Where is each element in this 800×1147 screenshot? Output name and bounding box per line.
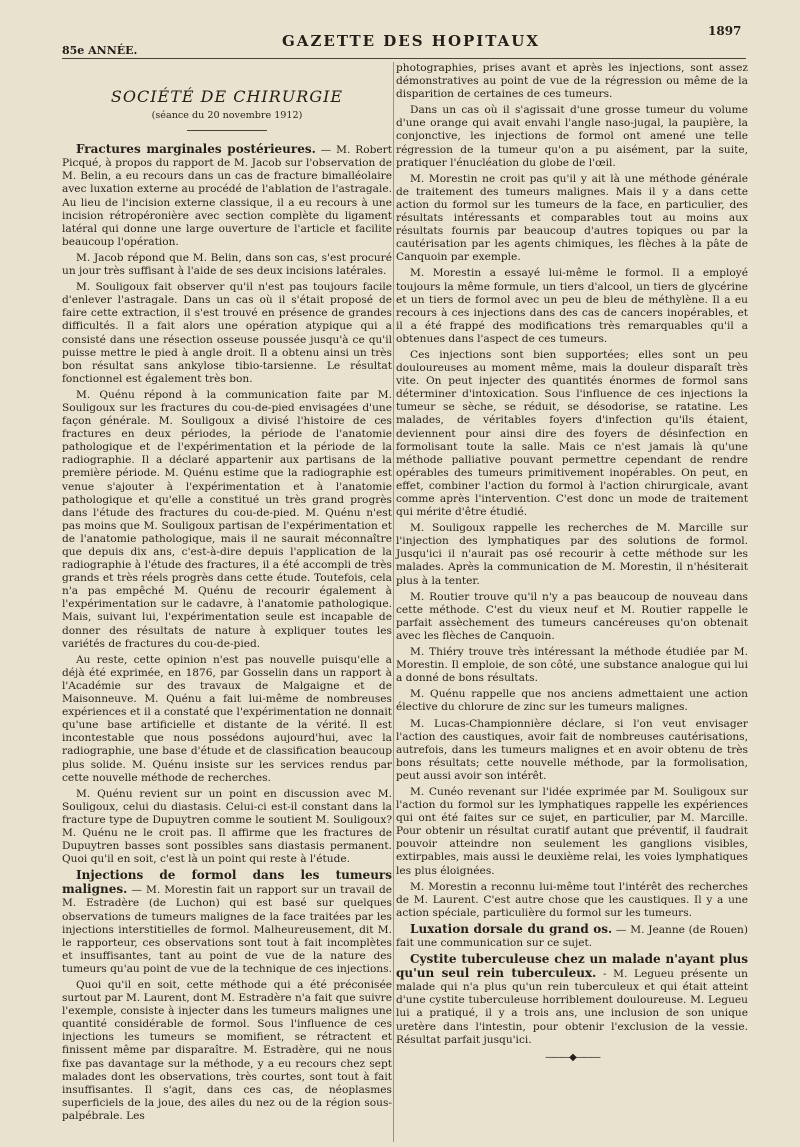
paragraph-text: — M. Robert Picqué, à propos du rapport de M. Jacob sur l'observation de M. Belin, a eu recours dans un cas de fracture bimalléolaire avec luxation externe au procédé de l'ablation de l'astragale. Au lieu de l'incision externe classique, il a eu recours à une incision rétropéronière avec section complète du ligament latéral qui donne une large ouverture de l'article et facilite beaucoup l'opération. xyxy=(62,144,392,248)
paragraph xyxy=(62,788,392,867)
article-heading: Luxation dorsale du grand os. xyxy=(410,921,613,936)
right-column xyxy=(396,62,748,1064)
article-heading: Cystite tuberculeuse chez un malade n'ayant plus qu'un seul rein tuberculeux. xyxy=(396,952,748,981)
paragraph xyxy=(62,869,392,976)
paragraph-text: Ces injections sont bien supportées; elles sont un peu douloureuses au moment même, mais la douleur disparaît très vite. On peut injecter des quantités énormes de formol sans déterminer d'intoxication. Sous l'influence de ces injections la tumeur se sèche, se réduit, se désodorise, se ratatine. Les malades, de véritables foyers d'infection qu'ils étaient, deviennent pour ainsi dire des foyers de désinfection en formolisant toute la salle. Mais ce n'est jamais là qu'une méthode palliative pouvant permettre cependant de rendre opérables des tumeurs primitivement inopérables. On peut, en effet, combiner l'action du formol à l'action chirurgicale, avant comme après l'intervention. C'est donc un mode de traitement qui mérite d'être étudié. xyxy=(396,348,748,519)
paragraph xyxy=(396,62,748,101)
paragraph-text: M. Quénu rappelle que nos anciens admettaient une action élective du chlorure de zinc sur les tumeurs malignes. xyxy=(396,688,748,714)
article-heading: Injections de formol dans les tumeurs malignes. xyxy=(62,868,392,897)
paragraph-text: M. Souligoux fait observer qu'il n'est pas toujours facile d'enlever l'astragale. Dans un cas où il s'était proposé de faire cette extraction, il s'est trouvé en présence de grandes difficultés. Il a fait alors une opération atypique qui a consisté dans une résection osseuse poussée jusqu'à ce qu'il puisse mettre le pied à angle droit. Il a obtenu ainsi un très bon résultat sans ankylose tibio-tarsienne. Le résultat fonctionnel est également très bon. xyxy=(62,281,392,385)
paragraph xyxy=(62,281,392,386)
paragraph xyxy=(396,267,748,346)
paragraph-text: M. Quénu répond à la communication faite par M. Souligoux sur les fractures du cou-de-pied envisagées d'une façon générale. M. Souligoux a divisé l'histoire de ces fractures en deux périodes, la période de l'anatomie pathologique et de l'expérimentation et la période de la radiographie. Il a déclaré appartenir aux partisans de la première période. M. Quénu estime que la radiographie est venue s'ajouter à l'expérimentation et à l'anatomie pathologique et qu'elle a constitué un très grand progrès dans l'étude des fractures du cou-de-pied. M. Quénu n'est pas moins que M. Souligoux partisan de l'expérimentation et de l'anatomie pathologique, mais il ne saurait méconnaître que depuis dix ans, c'est-à-dire depuis l'application de la radiographie à l'étude des fractures, il a été accompli de très grands et très réels progrès dans cette étude. Toutefois, cela n'a pas empêché M. Quénu de recourir également à l'expérimentation sur le cadavre, à l'anatomie pathologique. Mais, suivant lui, l'expérimentation seule est incapable de donner des résultats de nature à expliquer toutes les variétés de fractures du cou-de-pied. xyxy=(62,388,392,650)
paragraph-text: M. Jacob répond que M. Belin, dans son cas, s'est procuré un jour très suffisant à l'aide de ses deux incisions latérales. xyxy=(62,251,392,278)
paragraph xyxy=(396,646,748,685)
paragraph xyxy=(396,104,748,169)
newspaper-title: GAZETTE DES HOPITAUX xyxy=(282,32,541,50)
paragraph-text: Dans un cas où il s'agissait d'une grosse tumeur du volume d'une orange qui avait envahi l'angle naso-jugal, la paupière, la conjonctive, les injections de formol ont amené une telle régression de la tumeur qu'on a pu aisément, par la suite, pratiquer l'énucléation du globe de l'œil. xyxy=(396,104,748,169)
paragraph xyxy=(396,718,748,783)
paragraph-text: M. Morestin a essayé lui-même le formol. Il a employé toujours la même formule, un tiers d'alcool, un tiers de glycérine et un tiers de formol avec un peu de bleu de méthylène. Il a eu recours à ces injections dans des cas de cancers inopérables, et il a été frappé des modifications très remarquables qu'il a obtenues dans l'aspect de ces tumeurs. xyxy=(396,267,748,345)
section-rule xyxy=(187,130,267,131)
page-number: 1897 xyxy=(708,24,742,38)
section-title: SOCIÉTÉ DE CHIRURGIE xyxy=(110,87,344,106)
section-subtitle: (séance du 20 novembre 1912) xyxy=(151,110,303,122)
paragraph xyxy=(62,389,392,651)
paragraph xyxy=(396,591,748,643)
paragraph xyxy=(396,786,748,878)
paragraph-text: — M. Morestin fait un rapport sur un travail de M. Estradère (de Luchon) qui est basé sur quelques observations de tumeurs malignes de la face traitées par les injections interstitielles de formol. Malheureusement, dit M. le rapporteur, ces observations sont tout à fait incomplètes et insuffisantes, tant au point de vue de la nature des tumeurs qu'au point de vue de la technique de ces injections. xyxy=(62,884,392,975)
issue-year: 85e ANNÉE. xyxy=(62,44,138,57)
paragraph-text: M. Quénu revient sur un point en discussion avec M. Souligoux, celui du diastasis. Celui-ci est-il constant dans la fracture type de Dupuytren comme le soutient M. Souligoux? M. Quénu ne le croit pas. Il affirme que les fractures de Dupuytren basses sont possibles sans diastasis permanent. Quoi qu'il en soit, c'est là un point qui reste à l'étude. xyxy=(62,787,392,866)
paragraph-text: M. Cunéo revenant sur l'idée exprimée par M. Souligoux sur l'action du formol sur les lymphatiques rappelle les expériences qui ont été faites sur ce sujet, en particulier, par M. Marcille. Pour obtenir un résultat curatif autant que préventif, il faudrait pouvoir atteindre non seulement les ganglions visibles, extirpables, mais aussi le deuxième relai, les voies lymphatiques les plus éloignées. xyxy=(396,785,748,877)
paragraph xyxy=(62,252,392,278)
left-paragraphs xyxy=(62,143,392,1123)
paragraph-text: M. Routier trouve qu'il n'y a pas beaucoup de nouveau dans cette méthode. C'est du vieux neuf et M. Routier rappelle le parfait assèchement des tumeurs cancéreuses qu'on obtenait avec les flèches de Canquoin. xyxy=(396,590,748,642)
paragraph-text: M. Thiéry trouve très intéressant la méthode étudiée par M. Morestin. Il emploie, de son côté, une substance analogue qui lui a donné de bons résultats. xyxy=(396,646,748,685)
paragraph-text: photographies, prises avant et après les injections, sont assez démonstratives au point de vue de la régression ou même de la disparition de certaines de ces tumeurs. xyxy=(396,62,748,101)
paragraph xyxy=(396,953,748,1047)
paragraph-text: M. Lucas-Championnière déclare, si l'on veut envisager l'action des caustiques, avoir fait de nombreuses cautérisations, autrefois, dans les tumeurs malignes et en avoir obtenu de très bons résultats; cette nouvelle méthode, par la formolisation, peut aussi avoir son intérêt. xyxy=(396,717,748,782)
paragraph-text: Quoi qu'il en soit, cette méthode qui a été préconisée surtout par M. Laurent, dont M. Estradère n'a fait que suivre l'exemple, consiste à injecter dans les tumeurs malignes une quantité considérable de formol. Sous l'influence de ces injections les tumeurs se momifient, se rétractent et finissent même par disparaître. M. Estradère, qui ne nous fixe pas davantage sur la méthode, y a eu recours chez sept malades dont les observations, très courtes, sont tout à fait insuffisantes. Il s'agit, dans ces cas, de néoplasmes superficiels de la joue, des ailes du nez ou de la région sous-palpébrale. Les xyxy=(62,979,392,1122)
end-ornament: ———◆——— xyxy=(545,1051,599,1063)
paragraph xyxy=(396,522,748,587)
paragraph-text: - M. Legueu présente un malade qui n'a plus qu'un rein tuberculeux et qui était atteint d'une cystite tuberculeuse horriblement douloureuse. M. Legueu lui a pratiqué, il y a trois ans, une inclusion de son unique uretère dans l'intestin, pour obtenir l'exclusion de la vessie. Résultat parfait jusqu'ici. xyxy=(396,968,748,1046)
paragraph xyxy=(396,173,748,265)
paragraph xyxy=(396,923,748,950)
header-rule xyxy=(62,58,746,59)
paragraph-text: M. Souligoux rappelle les recherches de M. Marcille sur l'injection des lymphatiques par des solutions de formol. Jusqu'ici il n'aurait pas osé recourir à cette méthode sur les malades. Après la communication de M. Morestin, il n'hésiterait plus à la tenter. xyxy=(396,522,748,587)
paragraph xyxy=(62,979,392,1123)
article-heading: Fractures marginales postérieures. xyxy=(76,142,316,157)
left-column xyxy=(62,62,392,1126)
paragraph xyxy=(396,349,748,519)
paragraph-text: Au reste, cette opinion n'est pas nouvelle puisqu'elle a déjà été exprimée, en 1876, par Gosselin dans un rapport à l'Académie sur des travaux de Malgaigne et de Maisonneuve. M. Quénu a fait lui-même de nombreuses expériences et il a constaté que l'expérimentation ne donnait qu'une base artificielle et distante de la vérité. Il est incontestable que nous possédons aujourd'hui, avec la radiographie, une base d'étude et de classification beaucoup plus solide. M. Quénu insiste sur les services rendus par cette nouvelle méthode de recherches. xyxy=(62,653,392,784)
paragraph xyxy=(62,654,392,785)
paragraph-text: — M. Jeanne (de Rouen) fait une communication sur ce sujet. xyxy=(396,923,748,949)
paragraph-text: M. Morestin ne croit pas qu'il y ait là une méthode générale de traitement des tumeurs malignes. Mais il y a dans cette action du formol sur les tumeurs de la face, en particulier, des résultats intéressants et comparables tout au moins aux résultats fournis par beaucoup d'autres topiques ou par la cautérisation par les agents chimiques, les flèches à la pâte de Canquoin par exemple. xyxy=(396,172,748,264)
paragraph-text: M. Morestin a reconnu lui-même tout l'intérêt des recherches de M. Laurent. C'est autre chose que les caustiques. Il y a une action spéciale, particulière du formol sur les tumeurs. xyxy=(396,880,748,919)
paragraph xyxy=(396,688,748,714)
right-paragraphs xyxy=(396,62,748,1047)
column-divider xyxy=(393,62,394,1142)
paragraph xyxy=(62,143,392,249)
paragraph xyxy=(396,881,748,920)
